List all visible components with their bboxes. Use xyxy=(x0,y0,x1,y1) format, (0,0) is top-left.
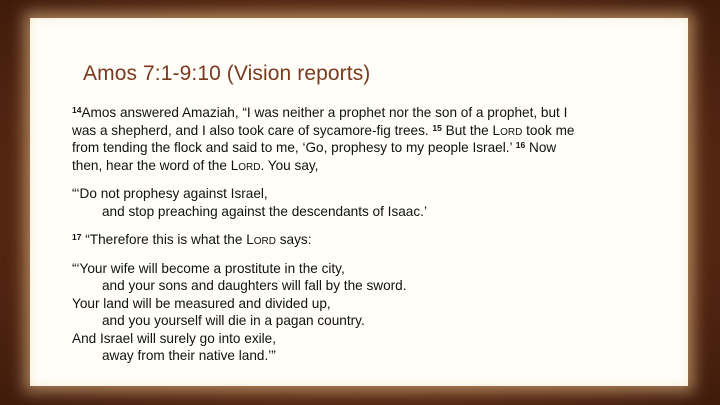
verse-text: was a shepherd, and I also took care of sycamore-fig trees. xyxy=(72,122,433,138)
verse-text: But the xyxy=(441,122,493,138)
slide-panel xyxy=(30,18,688,386)
lord-small-caps: Lord xyxy=(230,157,261,173)
text-line: And Israel will surely go into exile, xyxy=(72,330,276,346)
text-line xyxy=(72,104,672,122)
quote-do-not-prophesy xyxy=(72,185,672,220)
text-line xyxy=(72,231,672,249)
quote-judgment-poem xyxy=(72,260,672,365)
verse-text: says: xyxy=(275,232,312,247)
verse-text: . You say, xyxy=(260,157,319,173)
verse-number: 14 xyxy=(72,105,82,115)
verse-number: 15 xyxy=(432,122,442,133)
text-line xyxy=(72,157,672,175)
text-line-indented: and you yourself will die in a pagan country. xyxy=(102,313,365,328)
text-line: Your land will be measured and divided up, xyxy=(72,295,331,311)
scripture-body xyxy=(72,104,672,376)
text-line-indented: away from their native land.’” xyxy=(102,348,276,363)
verse-text: “Therefore this is what the xyxy=(81,232,247,247)
text-line xyxy=(72,122,672,140)
paragraph-verse-17 xyxy=(72,231,672,249)
text-line: “‘Your wife will become a prostitute in the city, xyxy=(72,260,345,276)
text-line xyxy=(72,139,672,157)
paragraph-verses-14-16 xyxy=(72,104,672,174)
text-line-indented: and your sons and daughters will fall by the sword. xyxy=(102,278,407,293)
lord-small-caps: Lord xyxy=(246,232,276,247)
verse-text: took me xyxy=(522,122,575,138)
verse-number: 17 xyxy=(72,232,82,242)
text-line-indented: and stop preaching against the descendants of Isaac.’ xyxy=(102,203,427,219)
verse-text: Now xyxy=(525,140,557,155)
verse-text: then, hear the word of the xyxy=(72,157,231,173)
verse-text: Amos answered Amaziah, “I was neither a prophet nor the son of a prophet, but I xyxy=(81,105,568,120)
verse-text: from tending the flock and said to me, ‘Go, prophesy to my people Israel.’ xyxy=(72,140,516,155)
lord-small-caps: Lord xyxy=(492,122,523,138)
text-line: “‘Do not prophesy against Israel, xyxy=(72,186,268,201)
slide-title: Amos 7:1-9:10 (Vision reports) xyxy=(83,62,371,85)
verse-number: 16 xyxy=(515,140,526,150)
